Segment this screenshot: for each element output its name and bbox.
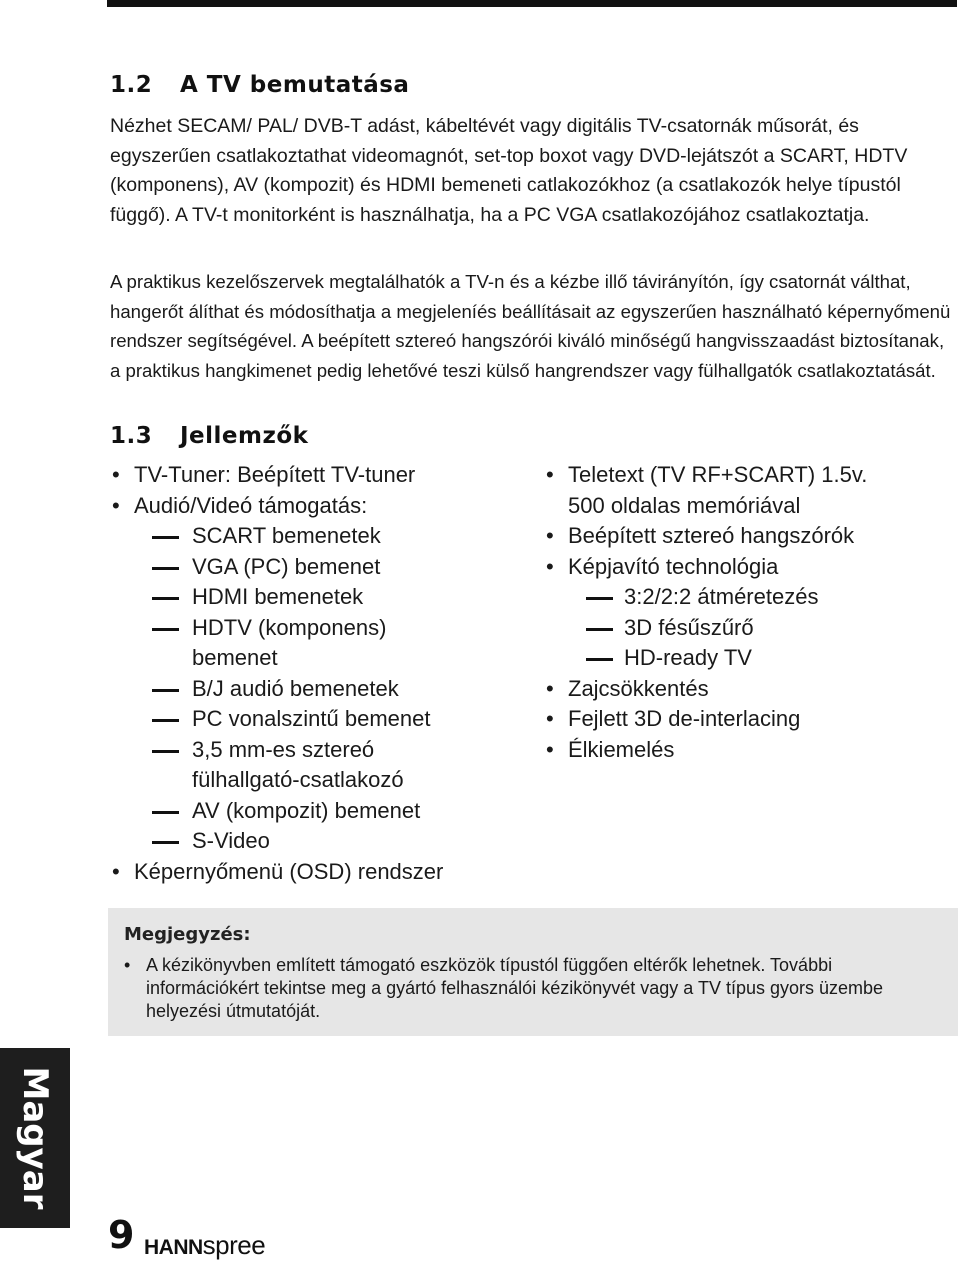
bullet-mark: •	[546, 462, 554, 487]
sub-feature-text: AV (kompozit) bemenet	[192, 797, 421, 823]
feature-item	[112, 857, 532, 888]
sub-feature-item	[112, 796, 532, 827]
bullet-mark: •	[546, 523, 554, 548]
feature-text: Beépített sztereó hangszórók	[568, 523, 855, 548]
dash-mark	[152, 719, 179, 722]
section-number: 1.2	[110, 72, 153, 98]
dash-mark	[586, 658, 613, 661]
bullet-mark: •	[112, 858, 120, 884]
brand-bold: HANN	[144, 1236, 203, 1259]
sub-feature-item	[112, 552, 532, 583]
dash-mark	[152, 536, 179, 539]
note-box	[108, 908, 958, 1036]
dash-mark	[152, 628, 179, 631]
bullet-mark: •	[124, 955, 131, 975]
dash-mark	[152, 750, 179, 753]
intro-paragraph-2: A praktikus kezelőszervek megtalálhatók a TV-n és a kézbe illő távirányítón, így csatornát válthat, hangerőt álíthat és módosíthatja a megjeleníés beállításait az egyszerűen használható képernyőmenü rendszer segítségével. A beépített sztereó hangszórói kiváló minőségű hangvisszaadást biztosítanak, a praktikus hangkimenet pedig lehetővé teszi külső hangrendszer vagy fülhallgatók csatlakoztatását.	[110, 271, 951, 381]
dash-mark	[586, 628, 613, 631]
sub-feature-text: HDMI bemenetek	[192, 584, 364, 609]
brand-light: spree	[202, 1230, 266, 1260]
feature-text: Fejlett 3D de-interlacing	[568, 706, 801, 731]
sub-feature-item	[112, 704, 532, 735]
page-number: 9	[108, 1213, 135, 1257]
dash-mark	[152, 841, 179, 844]
sub-feature-text: S-Video	[192, 828, 270, 853]
bullet-mark: •	[546, 675, 554, 701]
bullet-mark: •	[112, 492, 120, 518]
sub-feature-text: HD-ready TV	[624, 645, 752, 670]
section-title: Jellemzők	[180, 423, 309, 449]
feature-item	[546, 521, 956, 552]
sub-feature-text: B/J audió bemenetek	[192, 675, 399, 701]
sub-feature-text: VGA (PC) bemenet	[192, 553, 381, 579]
feature-text: Élkiemelés	[568, 736, 675, 762]
language-label: Magyar	[15, 1066, 55, 1210]
dash-mark	[152, 689, 179, 692]
brand-logo	[144, 1230, 265, 1261]
sub-feature-item	[112, 826, 532, 857]
feature-text: Teletext (TV RF+SCART) 1.5v.	[568, 462, 868, 487]
note-item	[124, 954, 944, 1023]
feature-item	[546, 674, 956, 705]
language-side-tab	[0, 1048, 70, 1228]
section-heading-intro	[110, 72, 409, 98]
sub-feature-item	[112, 735, 472, 796]
sub-feature-item	[112, 613, 452, 674]
feature-text: Képjavító technológia	[568, 553, 779, 579]
sub-feature-item	[112, 582, 532, 613]
feature-text: Zajcsökkentés	[568, 675, 709, 701]
bullet-mark: •	[546, 706, 554, 731]
sub-feature-text: 3D fésűszűrő	[624, 614, 754, 640]
sub-feature-item	[546, 613, 956, 644]
section-heading-features	[110, 423, 308, 449]
feature-item	[112, 491, 532, 522]
dash-mark	[152, 567, 179, 570]
features-left-column	[112, 460, 532, 887]
feature-item	[546, 735, 956, 766]
sub-feature-text: 3,5 mm-es sztereó fülhallgató-csatlakozó	[192, 736, 404, 792]
sub-feature-text: HDTV (komponens) bemenet	[192, 614, 387, 670]
feature-text: Képernyőmenü (OSD) rendszer	[134, 858, 444, 884]
note-text: A kézikönyvben említett támogató eszközök típustól függően eltérők lehetnek. További információkért tekintse meg a gyártó felhasználói kézikönyvét vagy a TV típus gyors üzembe helyezési útmutatóját.	[146, 955, 884, 1021]
features-right-column	[546, 460, 956, 765]
sub-feature-item	[546, 643, 956, 674]
sub-feature-item	[112, 521, 532, 552]
bullet-mark: •	[546, 736, 554, 762]
dash-mark	[152, 597, 179, 600]
bullet-mark: •	[546, 553, 554, 579]
dash-mark	[152, 811, 179, 814]
intro-paragraph-1: Nézhet SECAM/ PAL/ DVB-T adást, kábeltévét vagy digitális TV-csatornák műsorát, és egyszerűen csatlakoztathat videomagnót, set-top boxot vagy DVD-lejátszót a SCART, HDTV (komponens), AV (kompozit) és HDMI bemeneti catlakozókhoz (a csatlakozók helye típustól függő). A TV-t monitorként is használhatja, ha a PC VGA csatlakozójához csatlakoztatja.	[110, 115, 908, 226]
sub-feature-text: SCART bemenetek	[192, 523, 381, 548]
dash-mark	[586, 597, 613, 600]
feature-item	[546, 460, 956, 491]
bullet-mark: •	[112, 462, 120, 487]
sub-feature-text: PC vonalszintű bemenet	[192, 706, 431, 731]
sub-feature-text: 3:2/2:2 átméretezés	[624, 584, 819, 609]
note-title: Megjegyzés:	[124, 924, 251, 945]
top-rule	[107, 0, 957, 7]
feature-text: TV-Tuner: Beépített TV-tuner	[134, 462, 416, 487]
feature-item	[112, 460, 532, 491]
section-number: 1.3	[110, 423, 153, 449]
section-title: A TV bemutatása	[180, 72, 410, 98]
feature-continuation: 500 oldalas memóriával	[568, 492, 801, 518]
feature-item	[546, 704, 956, 735]
sub-feature-item	[546, 582, 956, 613]
feature-text: Audió/Videó támogatás:	[134, 492, 368, 518]
sub-feature-item	[112, 674, 532, 705]
feature-item	[546, 552, 956, 583]
